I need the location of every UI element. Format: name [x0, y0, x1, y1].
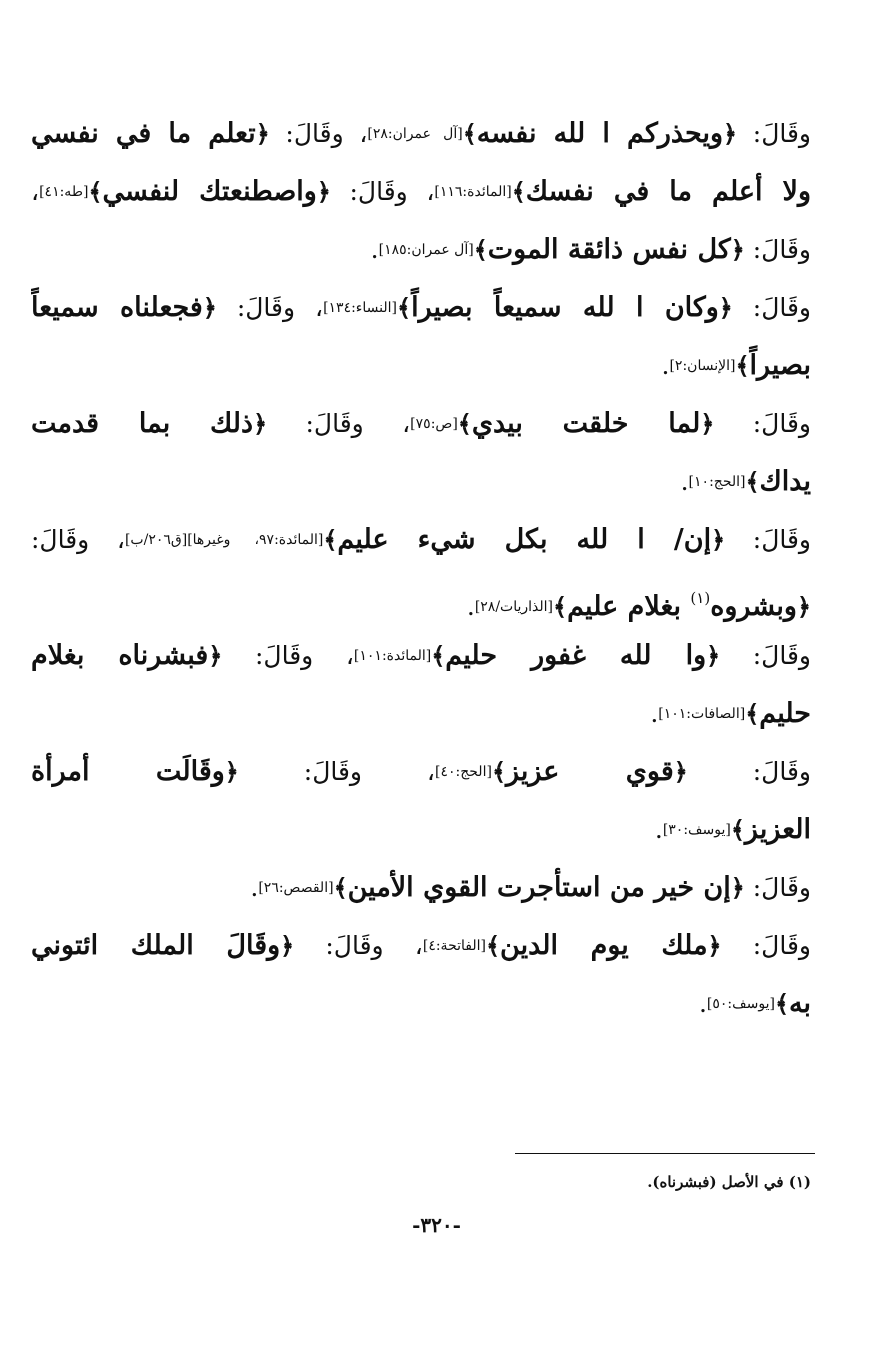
verse-text: ولا أعلم ما في نفسك — [525, 176, 811, 207]
said-phrase: وقَالَ: — [267, 409, 364, 438]
punctuation: . — [250, 873, 259, 902]
verse-reference: [النساء:١٣٤] — [323, 300, 397, 316]
punctuation: ، — [31, 177, 40, 206]
verse-text: ذلك بما قدمت — [31, 408, 254, 439]
verse-text: لما خلقت بيدي — [471, 408, 701, 439]
verse-text: فجعلناه سميعاً — [31, 292, 203, 323]
text-line-9 — [31, 569, 811, 627]
verse-reference: [ص:٧٥] — [410, 416, 458, 432]
footnote-marker: (١) — [690, 589, 711, 607]
verse-text: وقَالَت أمرأة — [31, 756, 225, 787]
verse-text: إن خير من استأجرت القوي الأمين — [347, 872, 731, 903]
said-phrase: وقَالَ: — [238, 757, 363, 786]
said-phrase: وقَالَ: — [687, 757, 811, 786]
quran-bracket: ﴿ — [208, 641, 223, 670]
footnote-separator — [515, 1153, 815, 1154]
verse-text: ويحذركم ا لله نفسه — [476, 118, 724, 149]
said-phrase: وقَالَ: — [216, 293, 296, 322]
punctuation: . — [661, 351, 670, 380]
footnote: (١) في الأصل (فبشرناه). — [647, 1173, 811, 1191]
verse-text: كل نفس ذائقة الموت — [487, 234, 731, 265]
verse-text: وبشروه — [710, 591, 797, 622]
verse-text: يداك — [759, 466, 811, 497]
quran-bracket: ﴾ — [730, 815, 745, 844]
verse-reference: [طه:٤١] — [39, 184, 89, 200]
verse-reference: [الفاتحة:٤] — [422, 938, 486, 954]
text-line-3 — [31, 221, 811, 279]
verse-text: بغلام عليم — [567, 591, 691, 622]
punctuation: ، — [362, 757, 435, 786]
verse-text: فبشرناه بغلام — [31, 640, 209, 671]
verse-text: وا لله غفور حليم — [445, 640, 707, 671]
quran-bracket: ﴾ — [88, 177, 103, 206]
verse-reference: [القصص:٢٦] — [258, 880, 334, 896]
quran-bracket: ﴾ — [333, 873, 348, 902]
said-phrase: وقَالَ: — [732, 293, 811, 322]
quran-bracket: ﴾ — [473, 235, 488, 264]
quran-bracket: ﴿ — [718, 293, 733, 322]
punctuation: . — [370, 235, 379, 264]
verse-text: واصطنعتك لنفسي — [102, 176, 317, 207]
verse-text: تعلم ما في نفسي — [31, 118, 256, 149]
punctuation: . — [680, 467, 689, 496]
verse-reference: [الذاريات/٢٨] — [474, 599, 554, 615]
verse-reference: [الإنسان:٢] — [669, 358, 736, 374]
text-line-8 — [31, 511, 811, 569]
quran-bracket: ﴿ — [316, 177, 331, 206]
quran-bracket: ﴾ — [431, 641, 446, 670]
verse-text: قوي عزيز — [506, 756, 674, 787]
said-phrase: وقَالَ: — [721, 931, 811, 960]
punctuation: ، — [313, 641, 354, 670]
punctuation: ، — [295, 293, 324, 322]
text-line-12 — [31, 743, 811, 801]
verse-reference: [الحج:٤٠] — [435, 764, 492, 780]
verse-text: ملك يوم الدين — [500, 930, 708, 961]
verse-reference: [المائدة:١١٦] — [434, 184, 512, 200]
quran-bracket: ﴾ — [745, 699, 760, 728]
quran-bracket: ﴿ — [224, 757, 239, 786]
quran-bracket: ﴿ — [707, 931, 722, 960]
punctuation: . — [698, 989, 707, 1018]
said-phrase: وقَالَ: — [269, 119, 344, 148]
said-phrase: وقَالَ: — [744, 873, 811, 902]
quran-bracket: ﴿ — [280, 931, 295, 960]
quran-bracket: ﴿ — [711, 525, 726, 554]
quran-bracket: ﴿ — [723, 119, 738, 148]
punctuation: ، — [343, 119, 368, 148]
punctuation: ، — [407, 177, 435, 206]
verse-reference: [يوسف:٥٠] — [706, 996, 775, 1012]
quran-bracket: ﴾ — [491, 757, 506, 786]
verse-text: به — [789, 988, 811, 1019]
quran-bracket: ﴿ — [730, 235, 745, 264]
verse-reference: [الحج:١٠] — [688, 474, 746, 490]
verse-text: وكان ا لله سميعاً بصيراً — [411, 292, 719, 323]
said-phrase: وقَالَ: — [330, 177, 408, 206]
text-line-10 — [31, 627, 811, 685]
page-number: -٣٢٠- — [412, 1213, 461, 1237]
said-phrase: وقَالَ: — [222, 641, 314, 670]
quran-bracket: ﴾ — [323, 525, 338, 554]
quran-bracket: ﴾ — [457, 409, 472, 438]
quran-bracket: ﴾ — [397, 293, 412, 322]
text-line-14 — [31, 859, 811, 917]
quran-bracket: ﴿ — [253, 409, 268, 438]
text-line-13 — [31, 801, 811, 859]
quran-bracket: ﴿ — [255, 119, 270, 148]
punctuation: . — [650, 699, 659, 728]
text-line-6 — [31, 395, 811, 453]
verse-text: العزيز — [744, 814, 811, 845]
verse-reference: [المائدة:١٠١] — [353, 648, 432, 664]
verse-reference: [الصافات:١٠١] — [658, 706, 746, 722]
said-phrase: وقَالَ: — [294, 931, 384, 960]
quran-bracket: ﴾ — [745, 467, 760, 496]
quran-bracket: ﴿ — [730, 873, 745, 902]
said-phrase: وقَالَ: — [720, 641, 811, 670]
quran-bracket: ﴾ — [462, 119, 477, 148]
text-line-11 — [31, 685, 811, 743]
quran-bracket: ﴾ — [774, 989, 789, 1018]
quran-bracket: ﴿ — [673, 757, 688, 786]
verse-text: حليم — [759, 698, 811, 729]
said-phrase: وقَالَ: — [737, 119, 811, 148]
punctuation: . — [654, 815, 663, 844]
text-line-4 — [31, 279, 811, 337]
verse-reference: [آل عمران:٢٨] — [367, 126, 463, 142]
verse-reference: [المائدة:٩٧، وغيرها][ق٢٠٦/ب] — [124, 532, 324, 548]
quran-bracket: ﴾ — [511, 177, 526, 206]
punctuation: . — [466, 592, 475, 621]
quran-bracket: ﴿ — [706, 641, 721, 670]
quran-bracket: ﴿ — [202, 293, 217, 322]
text-line-7 — [31, 453, 811, 511]
verse-text: بصيراً — [749, 350, 811, 381]
said-phrase: وقَالَ: — [725, 525, 811, 554]
verse-text: وقَالَ الملك ائتوني — [31, 930, 281, 961]
punctuation: ، — [363, 409, 411, 438]
verse-reference: [آل عمران:١٨٥] — [378, 242, 474, 258]
said-phrase: وقَالَ: — [714, 409, 811, 438]
verse-text: إن/ ا لله بكل شيء عليم — [337, 524, 712, 555]
verse-reference: [يوسف:٣٠] — [662, 822, 731, 838]
quran-bracket: ﴾ — [735, 351, 750, 380]
said-phrase: وقَالَ: — [744, 235, 811, 264]
quran-bracket: ﴾ — [485, 931, 501, 960]
punctuation: ، — [383, 931, 423, 960]
quran-bracket: ﴿ — [700, 409, 715, 438]
text-line-16 — [31, 975, 811, 1033]
text-line-15 — [31, 917, 811, 975]
said-phrase: وقَالَ: — [31, 525, 90, 554]
quran-bracket: ﴿ — [796, 592, 811, 621]
text-line-1 — [31, 105, 811, 163]
quran-bracket: ﴾ — [553, 592, 568, 621]
punctuation: ، — [89, 525, 125, 554]
text-line-5 — [31, 337, 811, 395]
text-line-2 — [31, 163, 811, 221]
